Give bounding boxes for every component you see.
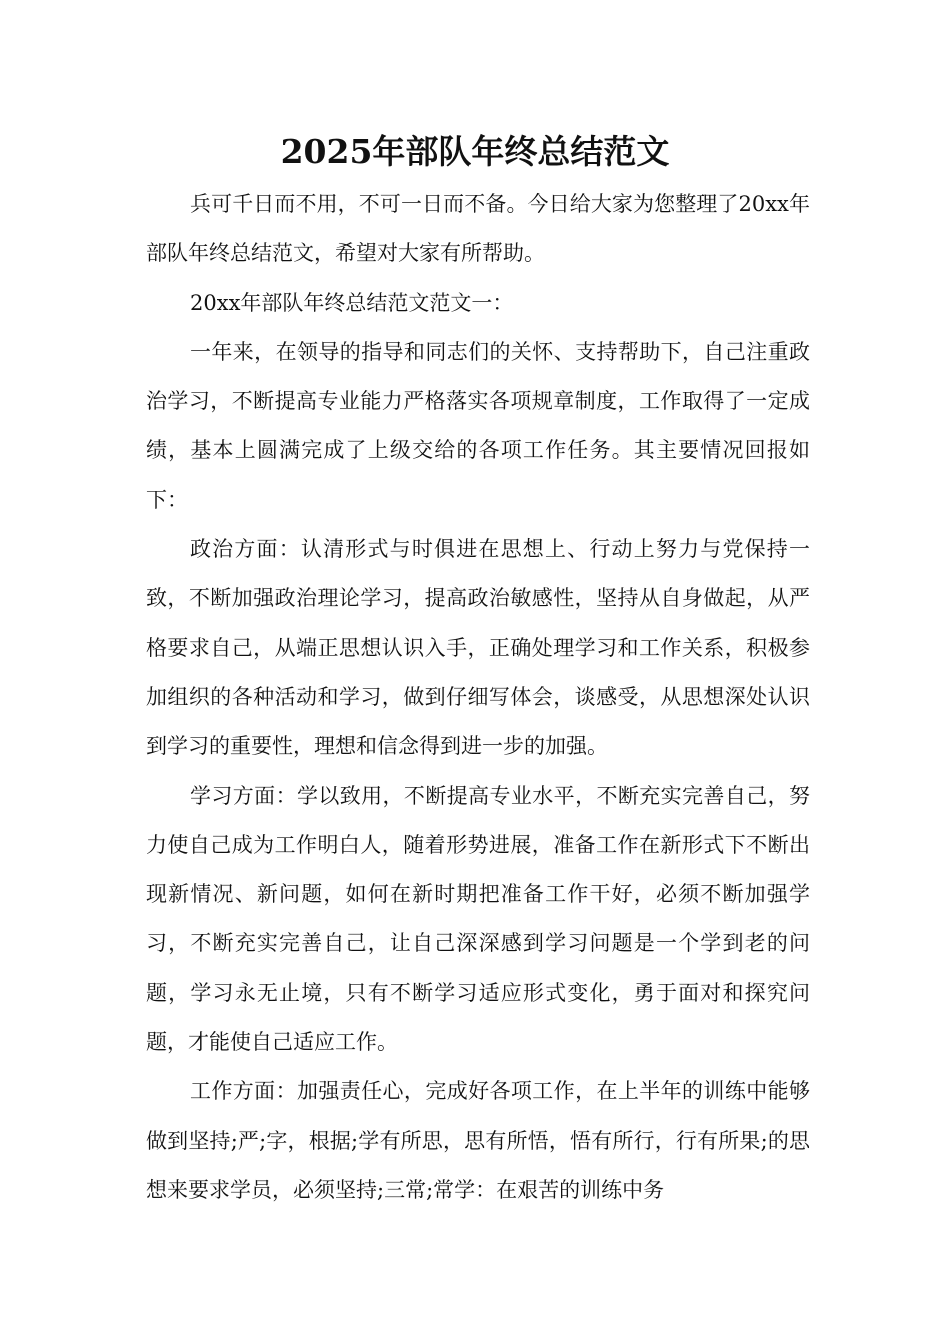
paragraph-overview: 一年来，在领导的指导和同志们的关怀、支持帮助下，自己注重政治学习，不断提高专业能力严格落实各项规章制度，工作取得了一定成绩，基本上圆满完成了上级交给的各项工作任务。其主要情况回报如下： xyxy=(146,339,810,512)
paragraph-section-heading: 20xx年部队年终总结范文范文一： xyxy=(190,290,514,315)
document-body xyxy=(146,180,810,1215)
document-title: 2025年部队年终总结范文 xyxy=(280,132,670,171)
paragraph-study: 学习方面：学以致用，不断提高专业水平，不断充实完善自己，努力使自己成为工作明白人，随着形势进展，准备工作在新形式下不断出现新情况、新问题，如何在新时期把准备工作干好，必须不断加强学习，不断充实完善自己，让自己深深感到学习问题是一个学到老的问题，学习永无止境，只有不断学习适应形式变化，勇于面对和探究问题，才能使自己适应工作。 xyxy=(146,783,810,1055)
paragraph-work: 工作方面：加强责任心，完成好各项工作，在上半年的训练中能够做到坚持;严;字，根据;学有所思，思有所悟，悟有所行，行有所果;的思想来要求学员，必须坚持;三常;常学：在艰苦的训练中务 xyxy=(146,1079,810,1202)
paragraph-politics: 政治方面：认清形式与时俱进在思想上、行动上努力与党保持一致，不断加强政治理论学习，提高政治敏感性，坚持从自身做起，从严格要求自己，从端正思想认识入手，正确处理学习和工作关系，积极参加组织的各种活动和学习，做到仔细写体会，谈感受，从思想深处认识到学习的重要性，理想和信念得到进一步的加强。 xyxy=(146,537,810,759)
paragraph-intro: 兵可千日而不用，不可一日而不备。今日给大家为您整理了20xx年部队年终总结范文，希望对大家有所帮助。 xyxy=(146,192,810,266)
